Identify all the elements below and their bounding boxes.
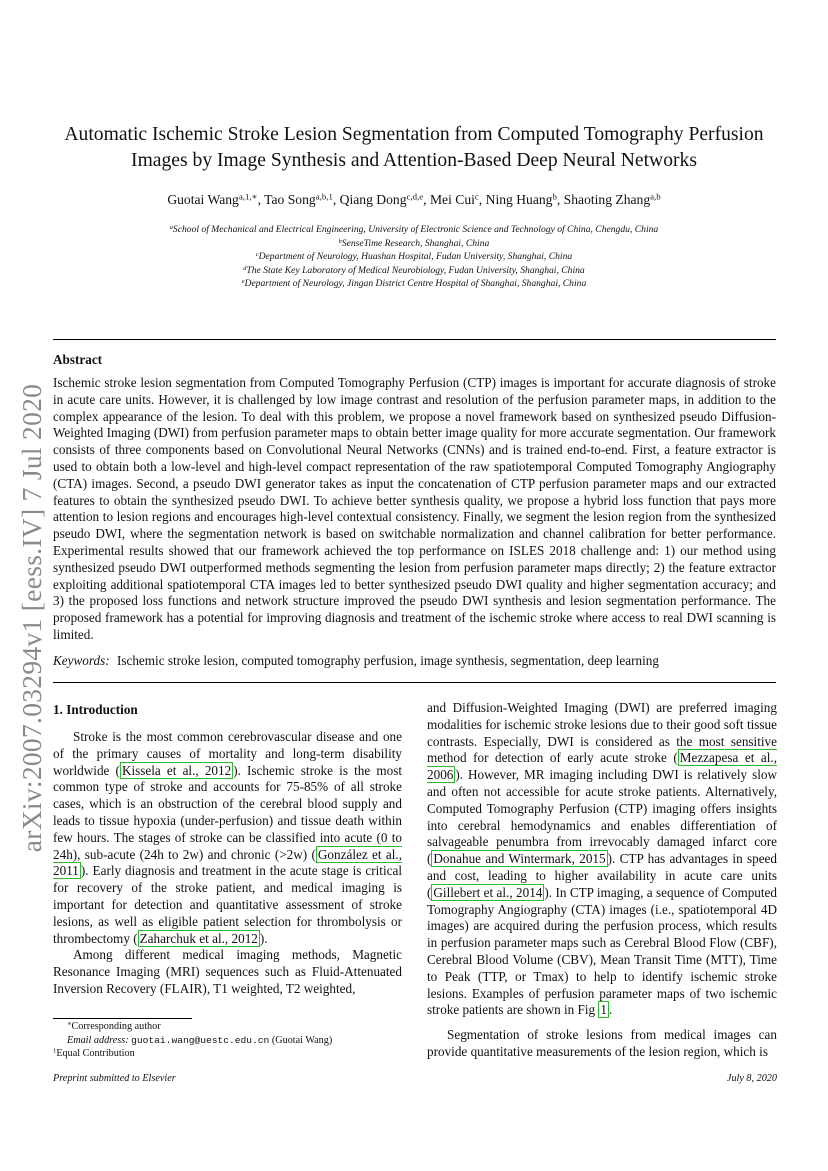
footnote-rule — [53, 1018, 192, 1019]
email-link[interactable]: guotai.wang@uestc.edu.cn — [131, 1034, 270, 1046]
paragraph: Stroke is the most common cerebrovascular disease and one of the primary causes of mortality and long-term disability worldwide ( Kissela et al., 2012 ). Ischemic stroke is the most common type of stroke and accounts for 75-85% of all stroke cases, which is an obstruction of the cerebral blood supply and leads to tissue hypoxia (under-perfusion) and tissue death within few hours. The stages of stroke can be classified into acute (0 to 24h), sub-acute (24h to 2w) and chronic (>2w) ( González et al., 2011 ). Early diagnosis and treatment in the acute stage is critical for recovery of the stroke patient, and medical imaging is important for detection and quantitative assessment of stroke lesions, as well as eligible patient selection for thrombolysis or thrombectomy ( Zaharchuk et al., 2012 ). — [53, 729, 402, 946]
left-column — [53, 729, 402, 998]
footnote-corresponding: ∗Corresponding author — [67, 1020, 161, 1032]
footer-preprint: Preprint submitted to Elsevier — [53, 1073, 176, 1084]
author: Guotai Wang$^{a,1,∗}$ — [167, 191, 258, 207]
author: Shaoting Zhang$^{a,b}$ — [563, 191, 661, 207]
paper-title — [40, 122, 788, 173]
author: Tao Song$^{a,b,1}$ — [264, 191, 333, 207]
affiliation: $^e$Department of Neurology, Jingan District Centre Hospital of Shanghai, Shanghai, China — [241, 277, 587, 289]
paragraph: Among different medical imaging methods, Magnetic Resonance Imaging (MRI) sequences such as Fluid-Attenuated Inversion Recovery (FLAIR), T1 weighted, T2 weighted, — [53, 947, 402, 996]
keywords-text: Ischemic stroke lesion, computed tomography perfusion, image synthesis, segmentation, deep learning — [116, 653, 659, 668]
arxiv-id: arXiv:2007.03294v1 [eess.IV] 7 Jul 2020 — [16, 383, 48, 853]
affiliation: $^b$SenseTime Research, Shanghai, China — [338, 237, 490, 249]
footer-date: July 8, 2020 — [726, 1073, 777, 1084]
citation-link[interactable]: Zaharchuk et al., 2012 — [139, 930, 258, 946]
affiliation: $^c$Department of Neurology, Huashan Hospital, Fudan University, Shanghai, China — [255, 250, 573, 262]
title-line-1: Automatic Ischemic Stroke Lesion Segmentation from Computed Tomography Perfusion — [64, 124, 764, 145]
affiliations — [40, 223, 788, 291]
title-line-2: Images by Image Synthesis and Attention-Based Deep Neural Networks — [131, 149, 697, 171]
paragraph: Segmentation of stroke lesions from medical images can provide quantitative measurements of the lesion region, which is — [427, 1027, 777, 1059]
author: Mei Cui$^c$ — [429, 191, 479, 207]
footnotes — [53, 1020, 402, 1061]
author: Ning Huang$^b$ — [485, 191, 557, 207]
section-heading: 1. Introduction — [53, 702, 138, 717]
figure-link[interactable]: 1 — [600, 1002, 608, 1018]
author: Qiang Dong$^{c,d,e}$ — [339, 191, 424, 207]
keywords — [53, 653, 776, 670]
abstract-heading: Abstract — [53, 352, 103, 367]
author-list: Guotai Wang$^{a,1,∗}$, Tao Song$^{a,b,1}$, Qiang Dong$^{c,d,e}$, Mei Cui$^c$, Ning Huang$^b$, Shaoting Zhang$^{a,b}$ — [167, 191, 661, 207]
keywords-label: Keywords: — [53, 653, 110, 668]
abstract-body: Ischemic stroke lesion segmentation from Computed Tomography Perfusion (CTP) images is important for accurate diagnosis of stroke in acute care units. However, it is challenged by low image contrast and resolution of the perfusion parameter maps, in addition to the complex appearance of the lesion. To deal with this problem, we propose a novel framework based on synthesized pseudo Diffusion-Weighted Imaging (DWI) from perfusion parameter maps to obtain better image quality for more accurate segmentation. Our framework consists of three components based on Convolutional Neural Networks (CNNs) and is trained end-to-end. First, a feature extractor is used to obtain both a low-level and high-level compact representation of the raw spatiotemporal Computed Tomography Angiography (CTA) images. Second, a pseudo DWI generator takes as input the concatenation of CTP perfusion parameter maps and our extracted features to obtain the synthesized pseudo DWI. To achieve better synthesis quality, we propose a hybrid loss function that pays more attention to lesion regions and encourages high-level contextual consistency. Finally, we segment the lesion region from the synthesized pseudo DWI, where the segmentation network is based on switchable normalization and channel calibration for better performance. Experimental results showed that our framework achieved the top performance on ISLES 2018 challenge and: 1) our method using synthesized pseudo DWI outperformed methods segmenting the lesion from perfusion parameter maps directly; 2) the feature extractor exploiting additional spatiotemporal CTA images led to better synthesized pseudo DWI quality and higher segmentation accuracy; and 3) the proposed loss functions and network structure improved the pseudo DWI synthesis and lesion segmentation performance. The proposed framework has a potential for improving diagnosis and treatment of the ischemic stroke where access to real DWI scanning is limited. — [53, 375, 776, 642]
right-column — [427, 700, 777, 1061]
paragraph: and Diffusion-Weighted Imaging (DWI) are preferred imaging modalities for ischemic stroke lesions due to their good soft tissue contrasts. Especially, DWI is considered as the most sensitive method for detection of early acute stroke ( Mezzapesa et al., 2006 ). However, MR imaging including DWI is relatively slow and often not accessible for acute stroke patients. Alternatively, Computed Tomography Perfusion (CTP) imaging offers insights into cerebral hemodynamics and enables differentiation of salvageable penumbra from irrevocably damaged infarct core ( Donahue and Wintermark, 2015 ). CTP has advantages in speed and cost, leading to higher availability in acute care units ( Gillebert et al., 2014 ). In CTP imaging, a sequence of Computed Tomography Angiography (CTA) images (i.e., spatiotemporal 4D images) are acquired during the perfusion process, which results in perfusion parameter maps such as Cerebral Blood Flow (CBF), Cerebral Blood Volume (CBV), Mean Transit Time (MTT), Time to Peak (TTP, or Tmax) to help to identify ischemic stroke lesions. Examples of perfusion parameter maps of two ischemic stroke patients are shown in Fig 1 . — [427, 700, 778, 1018]
affiliation: $^d$The State Key Laboratory of Medical Neurobiology, Fudan University, Shanghai, China — [243, 264, 585, 276]
citation-link[interactable]: Kissela et al., 2012 — [121, 762, 232, 778]
citation-link[interactable]: González et al., 2011 — [53, 846, 402, 879]
abstract-bottom-rule — [53, 682, 776, 683]
citation-link[interactable]: Donahue and Wintermark, 2015 — [433, 851, 606, 867]
footnote-email: Email address: guotai.wang@uestc.edu.cn (Guotai Wang) — [67, 1034, 333, 1046]
citation-link[interactable]: Mezzapesa et al., 2006 — [427, 750, 778, 783]
abstract-top-rule — [53, 339, 776, 340]
citation-link[interactable]: Gillebert et al., 2014 — [433, 884, 543, 900]
affiliation: $^a$School of Mechanical and Electrical Engineering, University of Electronic Science and Technology of China, Chengdu, China — [169, 223, 659, 235]
footnote-equal: $^1$Equal Contribution — [53, 1047, 135, 1059]
